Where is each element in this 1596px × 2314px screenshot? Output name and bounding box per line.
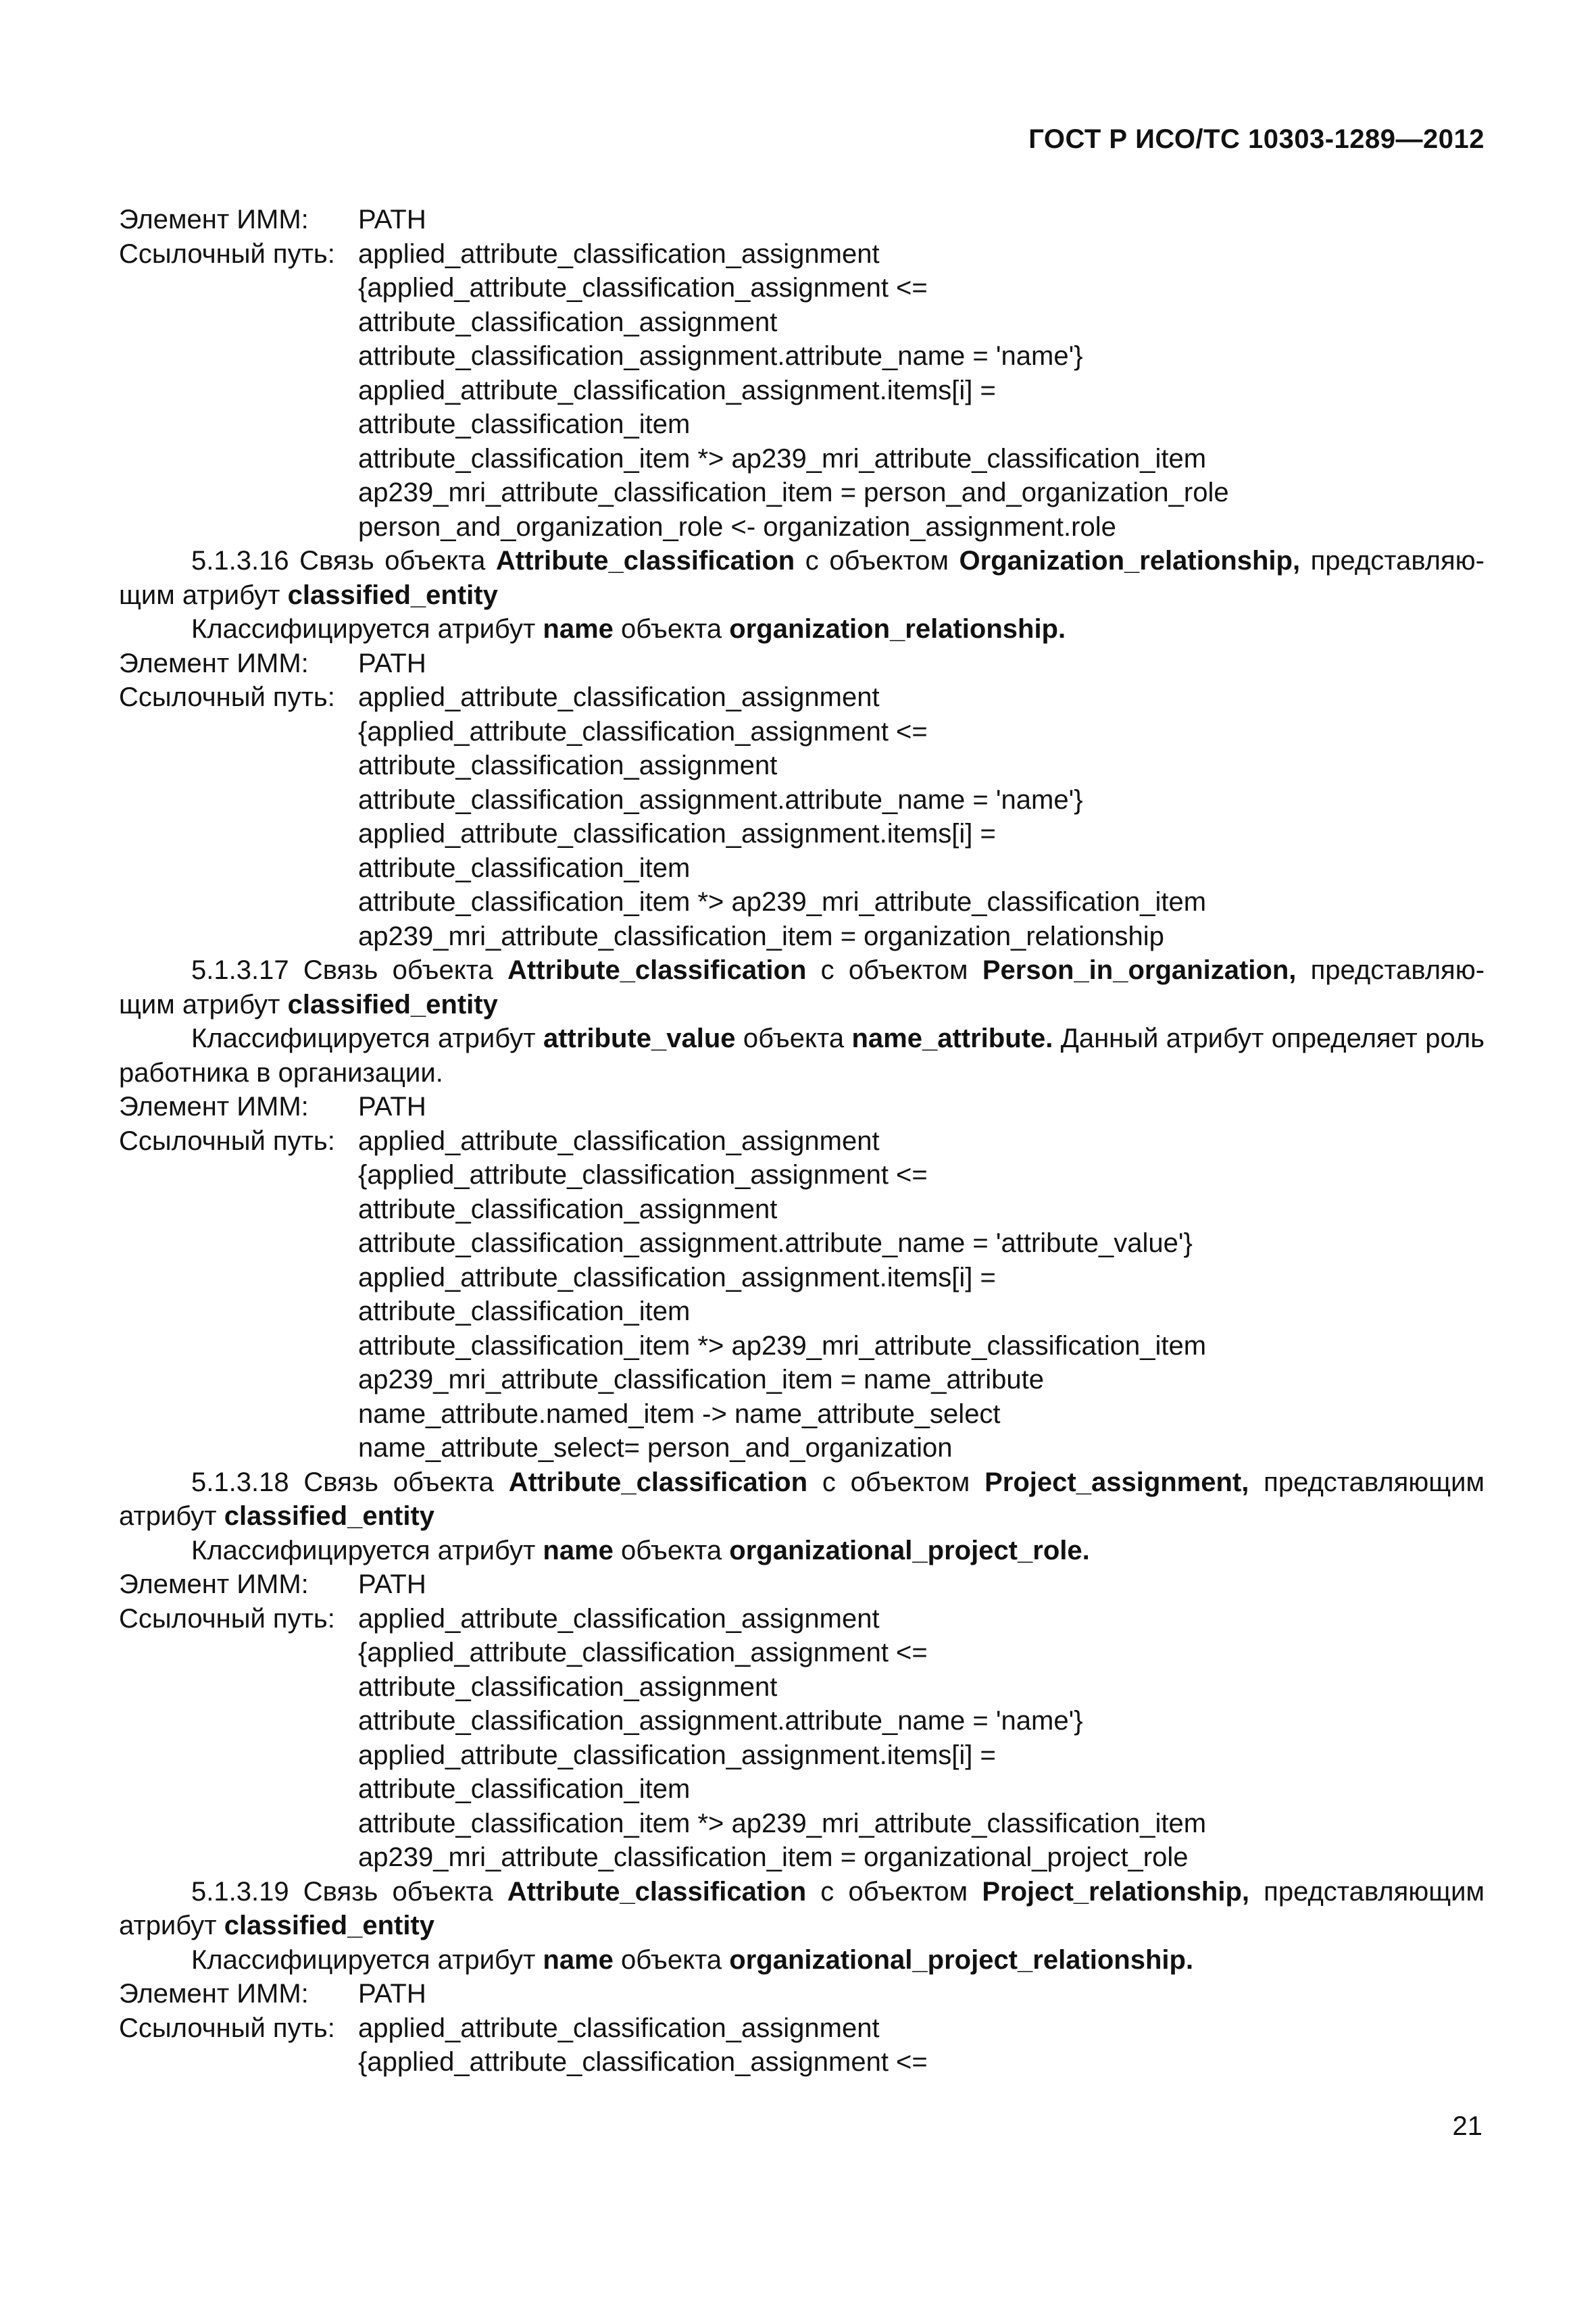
- field-row: [119, 2011, 1485, 2046]
- text-run: представляющим атрибут: [119, 1467, 1485, 1531]
- reference-path-line: attribute_classification_assignment: [358, 1194, 778, 1224]
- field-label: Элемент ИММ:: [119, 205, 309, 234]
- classification-note: [119, 612, 1485, 647]
- document-header: ГОСТ Р ИСО/ТС 10303-1289—2012: [1028, 124, 1485, 154]
- text-run: представляю-щим атрибут: [119, 955, 1485, 1020]
- reference-path-line: ap239_mri_attribute_classification_item = organizational_project_role: [358, 1842, 1189, 1872]
- reference-path-line: applied_attribute_classification_assignment.items[i] =: [358, 819, 996, 849]
- text-run: с объектом: [806, 955, 982, 985]
- reference-path-line: attribute_classification_item *> ap239_mri_attribute_classification_item: [358, 443, 1207, 474]
- classification-note: [119, 1943, 1485, 1978]
- field-label: Ссылочный путь:: [119, 1126, 335, 1156]
- reference-path-line: attribute_classification_item: [358, 1297, 691, 1326]
- reference-path-line: applied_attribute_classification_assignment.items[i] =: [358, 375, 996, 405]
- reference-path-line: attribute_classification_item *> ap239_mri_attribute_classification_item: [358, 887, 1207, 917]
- document-body: [119, 203, 1485, 2080]
- bold-term: classified_entity: [224, 1911, 434, 1940]
- reference-path-line: ap239_mri_attribute_classification_item = name_attribute: [358, 1365, 1045, 1394]
- field-row: [119, 1602, 1485, 1636]
- text-run: с объектом: [807, 1467, 985, 1497]
- field-value: applied_attribute_classification_assignment: [358, 682, 880, 712]
- bold-term: organizational_project_role.: [729, 1535, 1090, 1565]
- reference-path-line: attribute_classification_assignment.attribute_name = 'name'}: [358, 784, 1083, 815]
- reference-path-line: attribute_classification_assignment.attribute_name = 'attribute_value'}: [358, 1228, 1193, 1258]
- reference-path-line: applied_attribute_classification_assignment.items[i] =: [358, 1740, 996, 1770]
- reference-path-line: ap239_mri_attribute_classification_item = organization_relationship: [358, 921, 1164, 951]
- bold-term: Project_relationship,: [982, 1876, 1249, 1907]
- section-paragraph: [119, 544, 1485, 612]
- reference-path-line: name_attribute_select= person_and_organization: [358, 1433, 953, 1463]
- bold-term: Attribute_classification: [495, 546, 795, 576]
- bold-term: classified_entity: [287, 580, 498, 610]
- text-run: объекта: [613, 1944, 730, 1975]
- classification-note: [119, 1534, 1485, 1568]
- bold-term: attribute_value: [543, 1024, 736, 1053]
- reference-path-line: attribute_classification_item *> ap239_mri_attribute_classification_item: [358, 1330, 1207, 1361]
- field-value: PATH: [358, 205, 426, 234]
- field-row: [119, 1567, 1485, 1602]
- field-value: PATH: [358, 648, 426, 678]
- field-label: Элемент ИММ:: [119, 1569, 309, 1599]
- bold-term: Attribute_classification: [508, 1467, 808, 1497]
- field-row: [119, 1124, 1485, 1159]
- field-label: Ссылочный путь:: [119, 682, 335, 712]
- field-label: Ссылочный путь:: [119, 1603, 335, 1634]
- field-label: Элемент ИММ:: [119, 648, 309, 678]
- text-run: с объектом: [795, 546, 959, 576]
- reference-path-line: attribute_classification_assignment: [358, 307, 778, 337]
- section-paragraph: [119, 1875, 1485, 1943]
- field-value: applied_attribute_classification_assignment: [358, 2013, 880, 2043]
- field-value: applied_attribute_classification_assignment: [358, 1603, 880, 1634]
- field-row: [119, 680, 1485, 715]
- text-run: объекта: [613, 614, 730, 644]
- reference-path-line: attribute_classification_item: [358, 853, 691, 883]
- text-run: Классифицируется атрибут: [191, 1024, 543, 1053]
- text-run: 5.1.3.16 Связь объекта: [191, 546, 496, 576]
- field-label: Ссылочный путь:: [119, 2013, 335, 2043]
- field-value: PATH: [358, 1092, 426, 1122]
- bold-term: organizational_project_relationship.: [729, 1944, 1194, 1975]
- text-run: 5.1.3.19 Связь объекта: [191, 1876, 507, 1907]
- reference-path-line: {applied_attribute_classification_assignment <=: [358, 2047, 928, 2077]
- text-run: Классифицируется атрибут: [191, 614, 543, 644]
- reference-path-line: person_and_organization_role <- organization_assignment.role: [358, 511, 1116, 542]
- text-run: объекта: [735, 1024, 852, 1053]
- reference-path-line: name_attribute.named_item -> name_attribute_select: [358, 1399, 1001, 1429]
- reference-path-line: {applied_attribute_classification_assignment <=: [358, 273, 928, 303]
- section-paragraph: [119, 1465, 1485, 1534]
- text-run: Данный атрибут определяет роль работника в организации.: [119, 1024, 1485, 1088]
- field-label: Элемент ИММ:: [119, 1979, 309, 2009]
- section-paragraph: [119, 1022, 1485, 1090]
- field-value: PATH: [358, 1569, 426, 1599]
- section-paragraph: [119, 953, 1485, 1022]
- bold-term: Organization_relationship,: [959, 546, 1301, 576]
- text-run: представляющим атрибут: [119, 1876, 1485, 1940]
- field-value: PATH: [358, 1979, 426, 2009]
- reference-path-line: {applied_attribute_classification_assignment <=: [358, 716, 928, 747]
- bold-term: name: [543, 1535, 614, 1565]
- text-run: 5.1.3.18 Связь объекта: [191, 1467, 509, 1497]
- text-run: с объектом: [806, 1876, 982, 1907]
- text-run: Классифицируется атрибут: [191, 1944, 543, 1975]
- reference-path-line: attribute_classification_assignment.attribute_name = 'name'}: [358, 1706, 1083, 1736]
- bold-term: classified_entity: [287, 989, 498, 1020]
- reference-path-line: {applied_attribute_classification_assignment <=: [358, 1638, 928, 1667]
- bold-term: classified_entity: [224, 1501, 434, 1531]
- reference-path-line: attribute_classification_item *> ap239_mri_attribute_classification_item: [358, 1808, 1207, 1838]
- reference-path-line: attribute_classification_item: [358, 409, 691, 439]
- reference-path-line: attribute_classification_assignment: [358, 1671, 778, 1702]
- text-run: Классифицируется атрибут: [191, 1535, 543, 1565]
- reference-path-line: attribute_classification_assignment.attribute_name = 'name'}: [358, 341, 1083, 371]
- bold-term: name_attribute.: [851, 1024, 1053, 1053]
- page-number: 21: [1452, 2111, 1482, 2141]
- reference-path-line: applied_attribute_classification_assignment.items[i] =: [358, 1262, 996, 1292]
- bold-term: Attribute_classification: [507, 955, 807, 985]
- field-value: applied_attribute_classification_assignment: [358, 1126, 880, 1156]
- bold-term: name: [543, 614, 614, 644]
- field-row: [119, 1090, 1485, 1124]
- field-row: [119, 1977, 1485, 2011]
- text-run: 5.1.3.17 Связь объекта: [191, 955, 508, 985]
- reference-path-line: attribute_classification_assignment: [358, 751, 778, 780]
- text-run: представляю-щим атрибут: [119, 546, 1485, 610]
- reference-path-line: {applied_attribute_classification_assignment <=: [358, 1160, 928, 1190]
- field-row: [119, 647, 1485, 681]
- field-row: [119, 203, 1485, 237]
- reference-path-line: attribute_classification_item: [358, 1774, 691, 1804]
- bold-term: Attribute_classification: [507, 1876, 807, 1907]
- bold-term: organization_relationship.: [729, 614, 1066, 644]
- field-row: [119, 237, 1485, 272]
- field-value: applied_attribute_classification_assignment: [358, 238, 880, 269]
- field-label: Ссылочный путь:: [119, 238, 335, 269]
- text-run: объекта: [613, 1535, 730, 1565]
- reference-path-line: ap239_mri_attribute_classification_item = person_and_organization_role: [358, 478, 1229, 507]
- bold-term: Project_assignment,: [984, 1467, 1249, 1497]
- bold-term: Person_in_organization,: [982, 955, 1297, 985]
- field-label: Элемент ИММ:: [119, 1092, 309, 1122]
- bold-term: name: [543, 1944, 614, 1975]
